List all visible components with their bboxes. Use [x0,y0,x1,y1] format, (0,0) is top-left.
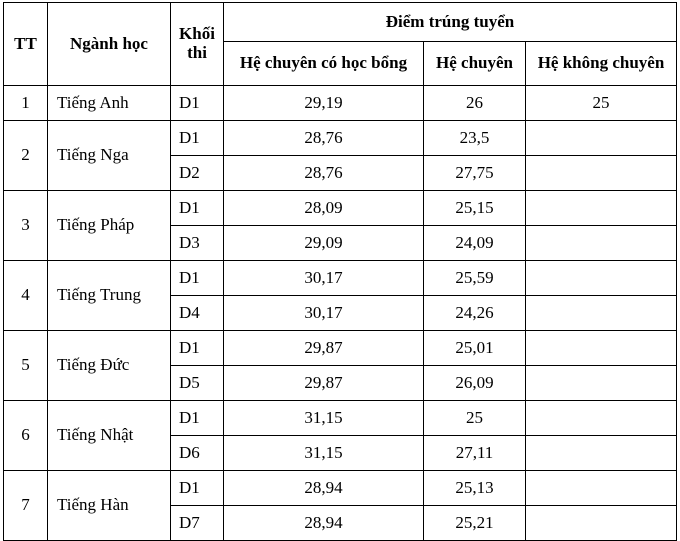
cell-block: D1 [171,331,224,366]
header-block [171,3,224,86]
header-non-specialized: Hệ không chuyên [526,42,677,86]
cell-specialized: 26,09 [424,366,526,401]
cell-block: D1 [171,86,224,121]
header-block-line2: thi [187,43,207,62]
cell-specialized: 24,09 [424,226,526,261]
cell-major: Tiếng Pháp [48,191,171,261]
cell-specialized: 23,5 [424,121,526,156]
cell-block: D7 [171,506,224,541]
header-block-line1: Khối [179,24,215,44]
cell-tt: 1 [4,86,48,121]
cell-non-specialized [526,366,677,401]
cell-non-specialized [526,121,677,156]
cell-block: D1 [171,401,224,436]
cell-block: D1 [171,121,224,156]
header-major: Ngành học [48,3,171,86]
cell-non-specialized [526,436,677,471]
cell-non-specialized [526,296,677,331]
cell-tt: 6 [4,401,48,471]
cell-major: Tiếng Nga [48,121,171,191]
cell-non-specialized [526,226,677,261]
cell-non-specialized [526,191,677,226]
table-row [4,86,677,121]
table-body [4,86,677,541]
cell-specialized: 25,01 [424,331,526,366]
admission-scores-table [3,2,677,541]
table-header [4,3,677,86]
cell-block: D3 [171,226,224,261]
cell-specialized: 25 [424,401,526,436]
cell-non-specialized: 25 [526,86,677,121]
cell-block: D1 [171,191,224,226]
cell-scholarship: 28,94 [224,506,424,541]
cell-tt: 5 [4,331,48,401]
cell-scholarship: 31,15 [224,401,424,436]
cell-specialized: 25,21 [424,506,526,541]
cell-block: D4 [171,296,224,331]
table-row [4,331,677,366]
table-row [4,401,677,436]
table-row [4,191,677,226]
cell-scholarship: 29,87 [224,331,424,366]
cell-major: Tiếng Anh [48,86,171,121]
cell-scholarship: 29,19 [224,86,424,121]
cell-non-specialized [526,506,677,541]
cell-major: Tiếng Đức [48,331,171,401]
cell-scholarship: 28,76 [224,156,424,191]
cell-scholarship: 28,09 [224,191,424,226]
cell-specialized: 26 [424,86,526,121]
cell-non-specialized [526,156,677,191]
cell-non-specialized [526,261,677,296]
cell-tt: 7 [4,471,48,541]
table-row [4,471,677,506]
cell-specialized: 24,26 [424,296,526,331]
cell-scholarship: 30,17 [224,296,424,331]
cell-block: D1 [171,261,224,296]
cell-non-specialized [526,471,677,506]
cell-scholarship: 29,87 [224,366,424,401]
cell-specialized: 27,11 [424,436,526,471]
cell-non-specialized [526,401,677,436]
cell-scholarship: 28,76 [224,121,424,156]
cell-block: D1 [171,471,224,506]
cell-tt: 3 [4,191,48,261]
header-tt: TT [4,3,48,86]
cell-scholarship: 30,17 [224,261,424,296]
cell-specialized: 25,15 [424,191,526,226]
cell-tt: 2 [4,121,48,191]
cell-block: D2 [171,156,224,191]
cell-non-specialized [526,331,677,366]
cell-specialized: 25,59 [424,261,526,296]
cell-specialized: 25,13 [424,471,526,506]
header-scores: Điểm trúng tuyển [224,3,677,42]
cell-block: D5 [171,366,224,401]
header-scholarship: Hệ chuyên có học bổng [224,42,424,86]
cell-scholarship: 31,15 [224,436,424,471]
cell-scholarship: 29,09 [224,226,424,261]
table-row [4,261,677,296]
cell-block: D6 [171,436,224,471]
cell-specialized: 27,75 [424,156,526,191]
cell-major: Tiếng Nhật [48,401,171,471]
cell-major: Tiếng Trung [48,261,171,331]
cell-scholarship: 28,94 [224,471,424,506]
header-specialized: Hệ chuyên [424,42,526,86]
table-row [4,121,677,156]
cell-major: Tiếng Hàn [48,471,171,541]
cell-tt: 4 [4,261,48,331]
